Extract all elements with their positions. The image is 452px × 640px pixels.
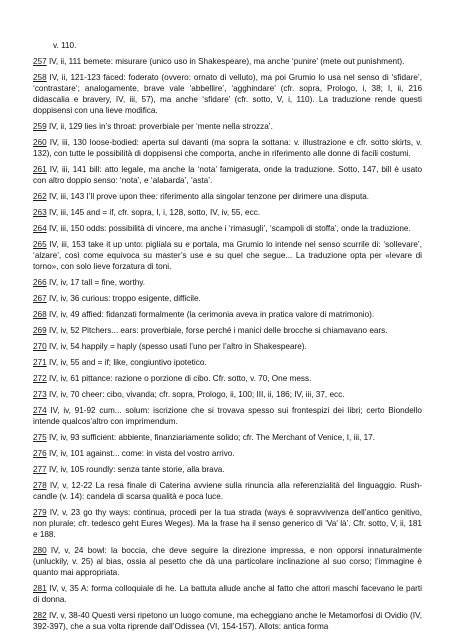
footnote-item (33, 56, 422, 67)
footnote-item (33, 325, 422, 336)
footnote-number-link[interactable]: 268 (33, 310, 47, 319)
footnote-number-link[interactable]: 271 (33, 358, 47, 367)
footnote-number-link[interactable]: 257 (33, 57, 47, 66)
footnote-text: IV, iv, 91-92 cum... solum: iscrizione che si trovava spesso sui frontespizi dei libri; certo Biondello intende qualcos’altro con imprimendum. (33, 406, 422, 426)
footnote-text: IV, iii, 141 bill: atto legale, ma anche la ‘nota’ famigerata, onde la traduzione. Sotto, 147, bill è usato con altro doppio senso: ‘nota’, e ‘alabarda’, ‘asta’. (33, 165, 423, 185)
footnote-number-link[interactable]: 279 (33, 508, 47, 517)
footnote-item (33, 464, 422, 475)
footnote-item (33, 448, 422, 459)
footnote-number-link[interactable]: 282 (33, 611, 47, 620)
footnote-text: IV, iv, 105 roundly: senza tante storie, alla brava. (48, 465, 225, 474)
footnote-number-link[interactable]: 277 (33, 465, 47, 474)
footnote-item (33, 191, 422, 202)
footnote-item (33, 293, 422, 304)
footnote-item (33, 432, 422, 443)
footnote-number-link[interactable]: 273 (33, 390, 47, 399)
footnote-text: IV, iii, 130 loose-bodied: aperta sul davanti (ma sopra la sottana: v. illustrazione e cfr. sotto skirts, v. 132), con tutte le possibilità di doppisensi che comporta, anche in riferimento alle donne di facili costumi. (33, 138, 423, 158)
footnote-item (33, 309, 422, 320)
footnote-number-link[interactable]: 274 (33, 406, 47, 415)
footnote-item (33, 207, 422, 218)
footnote-number-link[interactable]: 281 (33, 584, 47, 593)
footnote-item (33, 583, 422, 605)
footnote-number-link[interactable]: 260 (33, 138, 47, 147)
footnote-text: IV, ii, 111 bemete: misurare (unico uso in Shakespeare), ma anche ‘punire’ (mete out punishment). (48, 57, 405, 66)
footnote-number-link[interactable]: 258 (33, 73, 47, 82)
footnote-item (33, 389, 422, 400)
footnote-item (33, 72, 422, 116)
footnote-text: IV, iv, 55 and = if; like, congiuntivo ipotetico. (48, 358, 207, 367)
footnote-item (33, 373, 422, 384)
footnote-text: IV, iv, 54 happily = haply (spesso usati l’uno per l’altro in Shakespeare). (48, 342, 307, 351)
footnote-number-link[interactable]: 264 (33, 224, 47, 233)
footnote-text: IV, iv, 101 against... come: in vista del vostro arrivo. (48, 449, 235, 458)
footnote-number-link[interactable]: 263 (33, 208, 47, 217)
footnote-number-link[interactable]: 269 (33, 326, 47, 335)
footnote-text: IV, ii, 129 lies in’s throat: proverbiale per ‘mente nella strozza’. (48, 122, 273, 131)
footnote-text: IV, iii, 143 I’ll prove upon thee: riferimento alla singolar tenzone per dirimere una disputa. (48, 192, 370, 201)
footnote-text: IV, iv, 49 affied: fidanzati formalmente (la cerimonia aveva in pratica valore di matrimonio). (48, 310, 375, 319)
footnote-text: IV, iv, 36 curious: troppo esigente, difficile. (48, 294, 201, 303)
footnote-item (33, 610, 422, 632)
footnote-text: IV, iv, 70 cheer: cibo, vivanda; cfr. sopra, Prologo, ii, 100; III, ii, 186; IV, iii, 37, ecc. (48, 390, 345, 399)
footnote-number-link[interactable]: 276 (33, 449, 47, 458)
footnote-number-link[interactable]: 270 (33, 342, 47, 351)
footnote-item (33, 405, 422, 427)
footnote-item (33, 341, 422, 352)
footnote-text: IV, iv, 52 Pitchers... ears: proverbiale, forse perché i manici delle brocche si chiamavano ears. (48, 326, 388, 335)
footnote-item (33, 239, 422, 272)
footnote-number-link[interactable]: 265 (33, 240, 47, 249)
footnote-text: IV, v, 35 A: forma colloquiale di he. La battuta allude anche al fatto che attori maschi facevano le parti di donna. (33, 584, 422, 604)
footnote-text: IV, iii, 153 take it up unto: pigliala su e portala, ma Grumio lo intende nel senso scurrile di: ‘sollevare’, ‘alzare’, così come equivoca su master’s use e su quel che segue... La traduzione opta per «levare di torno», con solo lieve forzatura di toni. (33, 240, 422, 271)
footnote-number-link[interactable]: 275 (33, 433, 47, 442)
footnote-text: IV, iii, 145 and = if, cfr. sopra, I, i, 128, sotto, IV, iv, 55, ecc. (48, 208, 261, 217)
footnote-text: IV, iv, 93 sufficient: abbiente, finanziariamente solido; cfr. The Merchant of Venice, I, iii, 17. (48, 433, 375, 442)
footnote-text: IV, iv, 61 pittance: razione o porzione di cibo. Cfr. sotto, v. 70, One mess. (48, 374, 312, 383)
footnote-number-link[interactable]: 259 (33, 122, 47, 131)
footnote-number-link[interactable]: 272 (33, 374, 47, 383)
footnote-item (33, 137, 422, 159)
footnote-text: IV, v, 23 go thy ways: continua, procedi per la tua strada (ways è sopravvivenza dell’antico genitivo, non plurale; cfr. tedesco geht Eures Weges). Ma la frase ha il senso generico di ‘Va’ là’. Cfr. sotto, V, ii, 181 e 188. (33, 508, 422, 539)
footnote-item (33, 121, 422, 132)
footnote-number-link[interactable]: 280 (33, 546, 47, 555)
footnote-item (33, 357, 422, 368)
footnote-text: IV, ii, 121-123 faced: foderato (ovvero: ornato di velluto), ma poi Grumio lo usa nel senso di ‘sfidare’, ‘contrastare’; analogamente, brave vale ‘abbellire’, ‘agghindare’ (cfr. sopra, Prologo, i, 38; I, ii, 216 didascalia e bravery, IV, iii, 57), ma anche ‘sfidare’ (cfr. sotto, V, i, 110). La traduzione rende questi doppisensi con una lieve modifica. (33, 73, 422, 115)
footnote-item (33, 507, 422, 540)
footnote-item (33, 277, 422, 288)
footnote-number-link[interactable]: 266 (33, 278, 47, 287)
continued-line: v. 110. (53, 41, 77, 50)
footnote-item (33, 480, 422, 502)
footnote-list (33, 56, 422, 632)
footnote-item (33, 223, 422, 234)
footnote-text: IV, v, 38-40 Questi versi ripetono un luogo comune, ma echeggiano anche le Metamorfosi di Ovidio (IV, 392-397), che a sua volta riprende dall’Odissea (VI, 154-157). Allots: antica forma (33, 611, 422, 631)
footnote-text: IV, iii, 150 odds: possibilità di vincere, ma anche i ‘rimasugli’, ‘scampoli di stoffa’, onde la traduzione. (48, 224, 411, 233)
footnote-text: IV, v, 24 bowl: la boccia, che deve seguire la direzione impressa, e non opporsi innaturalmente (unluckily, v. 25) al bias, ossia al pesetto che dà una particolare inclinazione al suo corso; l’immagine è quanto mai appropriata. (33, 546, 422, 577)
footnote-number-link[interactable]: 261 (33, 165, 47, 174)
footnote-text: IV, iv, 17 tall = fine, worthy. (48, 278, 146, 287)
footnote-item (33, 545, 422, 578)
footnote-number-link[interactable]: 262 (33, 192, 47, 201)
footnote-number-link[interactable]: 278 (33, 481, 47, 490)
footnote-item (33, 164, 422, 186)
footnote-text: IV, v, 12-22 La resa finale di Caterina avviene sulla rinuncia alla referenzialità del linguaggio. Rush-candle (v. 14): candela di scarsa qualità e poca luce. (33, 481, 422, 501)
footnote-number-link[interactable]: 267 (33, 294, 47, 303)
